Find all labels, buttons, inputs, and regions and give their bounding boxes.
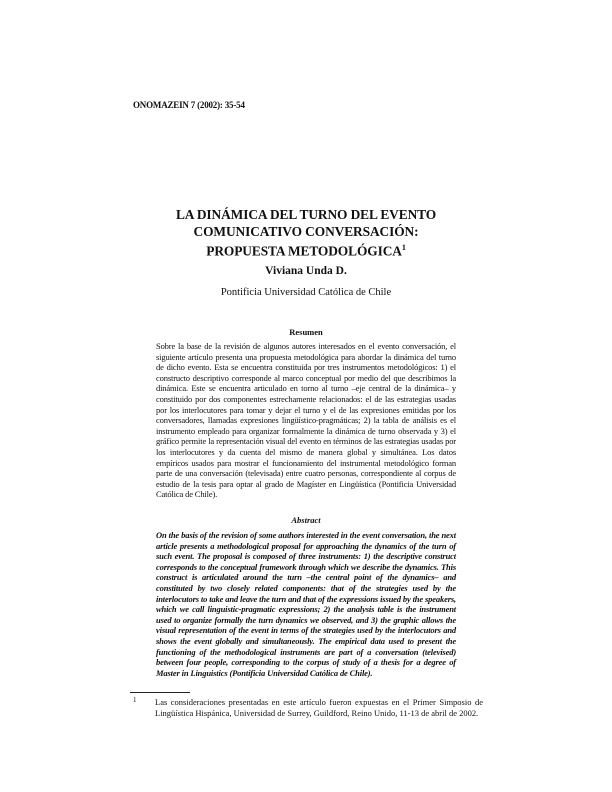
title-line-3-text: PROPUESTA METODOLÓGICA bbox=[206, 243, 402, 259]
abstract-heading: Abstract bbox=[291, 515, 321, 525]
author-name: Viviana Unda D. bbox=[265, 265, 347, 277]
footnote-divider bbox=[130, 692, 190, 693]
resumen-text: Sobre la base de la revisión de algunos autores interesados en el evento conversación, el siguiente artículo presenta una propuesta metodológica para abordar la dinámica del turno de dicho evento. Esta se encuentra constituida por tres instrumentos metodológicos: 1) el constructo descriptivo corresponde al marco conceptual por medio del que describimos la dinámica. Este se encuentra articulado en torno al turno –eje central de la dinámica– y constituido por dos componentes estrechamente relacionados: el de las estrategias usadas por los interlocutores para tomar y dejar el turno y el de las expresiones emitidas por los conversadores, llamadas expresiones lingüístico-pragmáticas; 2) la tabla de análisis es el instrumento empleado para organizar formalmente la dinámica de turno observada y 3) el gráfico permite la representación visual del evento en términos de las estrategias usadas por los interlocutores y da cuenta del mismo de manera global y simultánea. Los datos empíricos usados para mostrar el funcionamiento del instrumental metodológico forman parte de una conversación (televisada) entre cuatro personas, correspondiente al corpus de estudio de la tesis para optar al grado de Magíster en Lingüística (Pontificia Universidad Católica de Chile). bbox=[156, 341, 456, 500]
author-affiliation: Pontificia Universidad Católica de Chile bbox=[220, 287, 392, 298]
footnote bbox=[133, 697, 483, 719]
running-head: ONOMAZEIN 7 (2002): 35-54 bbox=[133, 100, 245, 110]
title-footnote-marker[interactable]: 1 bbox=[401, 243, 406, 252]
abstract-text: On the basis of the revision of some authors interested in the event conversation, the next article presents a methodological proposal for approaching the dynamics of the turn of such event. The proposal is composed of three instruments: 1) the descriptive construct corresponds to the conceptual framework through which we describe the dynamics. This construct is articulated around the turn –the central point of the dynamics– and constituted by two closely related components: that of the strategies used by the interlocutors to take and leave the turn and that of the expressions issued by the speakers, which we call linguistic-pragmatic expressions; 2) the analysis table is the instrument used to organize formally the turn dynamics we observed, and 3) the graphic allows the visual representation of the event in terms of the strategies used by the interlocutors and shows the event globally and simultaneously. The empirical data used to present the functioning of the methodological instruments are part of a conversation (televised) between four people, corresponding to the corpus of study of a thesis for a degree of Master in Linguistics (Pontificia Universidad Católica de Chile). bbox=[156, 530, 456, 678]
resumen-heading: Resumen bbox=[289, 327, 323, 337]
title-line-2: COMUNICATIVO CONVERSACIÓN: bbox=[193, 223, 419, 239]
title-line-3 bbox=[130, 240, 482, 260]
footnote-marker: 1 bbox=[133, 696, 137, 704]
article-title bbox=[130, 207, 482, 260]
footnote-text: Las consideraciones presentadas en este artículo fueron expuestas en el Primer Simposio de Lingüística Hispánica, Universidad de Surrey, Guildford, Reino Unido, 11-13 de abril de 2002. bbox=[155, 697, 483, 718]
title-line-1: LA DINÁMICA DEL TURNO DEL EVENTO bbox=[175, 207, 437, 222]
